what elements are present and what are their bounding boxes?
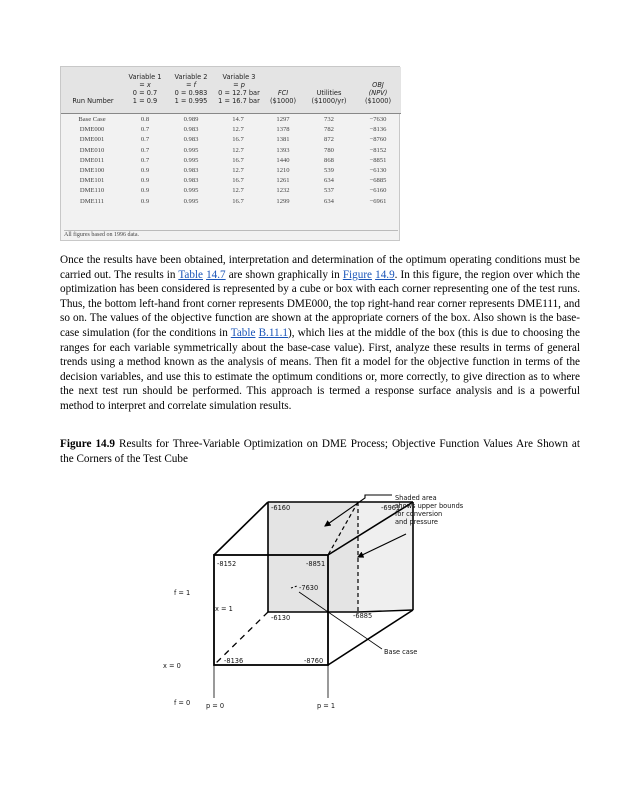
table-cell: −6885	[369, 177, 387, 185]
base-case-label: Base case	[384, 648, 418, 656]
table-row	[61, 187, 401, 197]
axis-label-x0: x = 0	[163, 662, 181, 670]
para-text-1: Once the results have been obtained, interpretation and determination of the optimum operating conditions must be carried out. The results in	[60, 254, 580, 281]
corner-value: -6130	[271, 614, 291, 622]
table-cell: 868	[324, 156, 334, 164]
table-cell: DME001	[79, 136, 105, 144]
table-cell: 16.7	[232, 156, 244, 164]
table-cell: 0.983	[183, 136, 199, 144]
table-header	[61, 67, 401, 114]
table-cell: 0.7	[140, 126, 150, 134]
corner-value: -8760	[304, 657, 324, 665]
axis-label-p0: p = 0	[206, 702, 225, 710]
table-cell: 0.7	[140, 146, 150, 154]
shaded-area-note: for conversion	[395, 510, 443, 518]
table-cell: −6130	[369, 166, 387, 174]
table-cell: DME110	[79, 187, 105, 195]
table-row	[61, 126, 401, 136]
table-cell: 1232	[276, 187, 290, 195]
table-note: All figures based on 1996 data.	[64, 230, 398, 238]
table-cell: 0.989	[183, 116, 199, 123]
table-cell: 1261	[276, 177, 290, 185]
table-cell: 12.7	[232, 146, 244, 154]
table-cell: −8136	[369, 126, 387, 134]
table-cell: 0.7	[140, 156, 150, 164]
link-figure[interactable]: Figure	[342, 268, 373, 281]
table-cell: 539	[324, 166, 334, 174]
link-table[interactable]: Table	[178, 268, 203, 281]
table-cell: 14.7	[232, 116, 244, 123]
table-cell: 0.9	[140, 197, 150, 205]
table-cell: 537	[324, 187, 334, 195]
table-cell: −6961	[369, 197, 387, 205]
table-body	[61, 116, 401, 208]
table-cell: 732	[324, 116, 334, 123]
results-table	[60, 66, 400, 241]
table-cell: DME010	[79, 146, 105, 154]
table-cell: 12.7	[232, 166, 244, 174]
body-paragraph	[60, 253, 580, 414]
link-figure-number[interactable]: 14.9	[375, 268, 395, 281]
table-cell: 1440	[276, 156, 290, 164]
table-cell: DME100	[79, 166, 105, 174]
table-cell: DME101	[79, 177, 105, 185]
link-table-b[interactable]: Table	[230, 326, 256, 339]
table-cell: 12.7	[232, 126, 244, 134]
axis-label-p1: p = 1	[317, 702, 336, 710]
table-cell: −6160	[369, 187, 387, 195]
table-row	[61, 136, 401, 146]
table-cell: 12.7	[232, 187, 244, 195]
table-cell: Base Case	[78, 116, 106, 123]
table-row	[61, 167, 401, 177]
header-variable-2: Variable 2 = f 0 = 0.983 1 = 0.995	[174, 73, 208, 105]
table-cell: −8851	[369, 156, 387, 164]
table-cell: 0.983	[183, 177, 199, 185]
table-cell: 0.995	[183, 156, 199, 164]
table-row	[61, 198, 401, 208]
table-cell: 1378	[276, 126, 290, 134]
header-variable-1: Variable 1 = x 0 = 0.7 1 = 0.9	[128, 73, 162, 105]
table-row	[61, 177, 401, 187]
table-cell: −8152	[369, 146, 387, 154]
corner-value: -6961	[381, 504, 401, 512]
table-cell: 782	[324, 126, 334, 134]
table-cell: DME011	[79, 156, 105, 164]
corner-value: -8136	[224, 657, 244, 665]
corner-value: -8152	[217, 560, 237, 568]
axis-label-f1: f = 1	[174, 589, 191, 597]
table-cell: 16.7	[232, 136, 244, 144]
shaded-area-note: Shaded area	[395, 494, 437, 502]
shaded-area-note: and pressure	[395, 518, 438, 526]
table-cell: 16.7	[232, 197, 244, 205]
cube-svg	[160, 484, 480, 720]
corner-value: -6885	[353, 612, 373, 620]
table-cell: 1393	[276, 146, 290, 154]
link-table-b-number[interactable]: B.11.1	[258, 326, 289, 339]
table-cell: 872	[324, 136, 334, 144]
figure-caption-text: Results for Three-Variable Optimization on DME Process; Objective Function Values Are Shown at the Corners of the Test Cube	[60, 438, 580, 465]
table-cell: 634	[324, 197, 334, 205]
table-cell: −7630	[369, 116, 387, 123]
link-table-number[interactable]: 14.7	[206, 268, 226, 281]
header-fci: FCI ($1000)	[269, 89, 297, 105]
header-obj: OBJ (NPV) ($1000)	[364, 81, 392, 105]
table-cell: 1297	[276, 116, 290, 123]
table-cell: 780	[324, 146, 334, 154]
table-cell: DME000	[79, 126, 105, 134]
table-cell: 0.995	[183, 146, 199, 154]
table-cell: 0.983	[183, 166, 199, 174]
table-cell: 1381	[276, 136, 290, 144]
table-cell: −8760	[369, 136, 387, 144]
corner-value-base-case: -7630	[299, 584, 319, 592]
shaded-rear-face	[268, 502, 358, 612]
axis-label-x1: x = 1	[215, 605, 233, 613]
table-cell: 0.995	[183, 187, 199, 195]
table-cell: 1299	[276, 197, 290, 205]
table-cell: 0.7	[140, 136, 150, 144]
corner-value: -8851	[306, 560, 326, 568]
table-cell: DME111	[79, 197, 105, 205]
table-cell: 634	[324, 177, 334, 185]
shaded-area-note: shows upper bounds	[395, 502, 464, 510]
table-cell: 0.983	[183, 126, 199, 134]
para-text-4: ), which lies at the middle of the box (this is due to choosing the ranges for each variable symmetrically about the base-case value). First, analyze these results in terms of general trends using a method known as the analysis of means. Then fit a model for the objective function in terms of the decision variables, and use this to estimate the optimum conditions or, more correctly, to give direction as to where the next test run should be performed. This approach is termed a response surface analysis and is a powerful method to interpret and correlate simulation results.	[60, 326, 580, 412]
table-cell: 0.9	[140, 177, 150, 185]
table-cell: 0.9	[140, 166, 150, 174]
header-utilities: Utilities ($1000/yr)	[311, 89, 347, 105]
header-run-number: Run Number	[72, 97, 114, 105]
table-cell: 0.8	[140, 116, 150, 123]
table-cell: 1210	[276, 166, 290, 174]
para-text-2: are shown graphically in	[225, 268, 343, 281]
cube-edge	[214, 502, 268, 555]
table-cell: 0.995	[183, 197, 199, 205]
corner-value: -6160	[271, 504, 291, 512]
table-cell: 16.7	[232, 177, 244, 185]
header-variable-3: Variable 3 = p 0 = 12.7 bar 1 = 16.7 bar	[218, 73, 260, 105]
table-row	[61, 116, 401, 126]
axis-label-f0: f = 0	[174, 699, 191, 707]
figure-caption	[60, 437, 580, 466]
table-row	[61, 147, 401, 157]
para-text-3: . In this figure, the region over which the optimization has been considered is represented by a cube or box with each corner representing one of the test runs. Thus, the bottom left-hand front corner represents DME000, the top right-hand rear corner represents DME111, and so on. The values of the objective function are shown at the appropriate corners of the box. Also shown is the base-case simulation (for the conditions in	[60, 268, 581, 339]
figure-label: Figure 14.9	[60, 438, 116, 450]
table-row	[61, 157, 401, 167]
cube-diagram	[160, 484, 480, 720]
table-cell: 0.9	[140, 187, 150, 195]
